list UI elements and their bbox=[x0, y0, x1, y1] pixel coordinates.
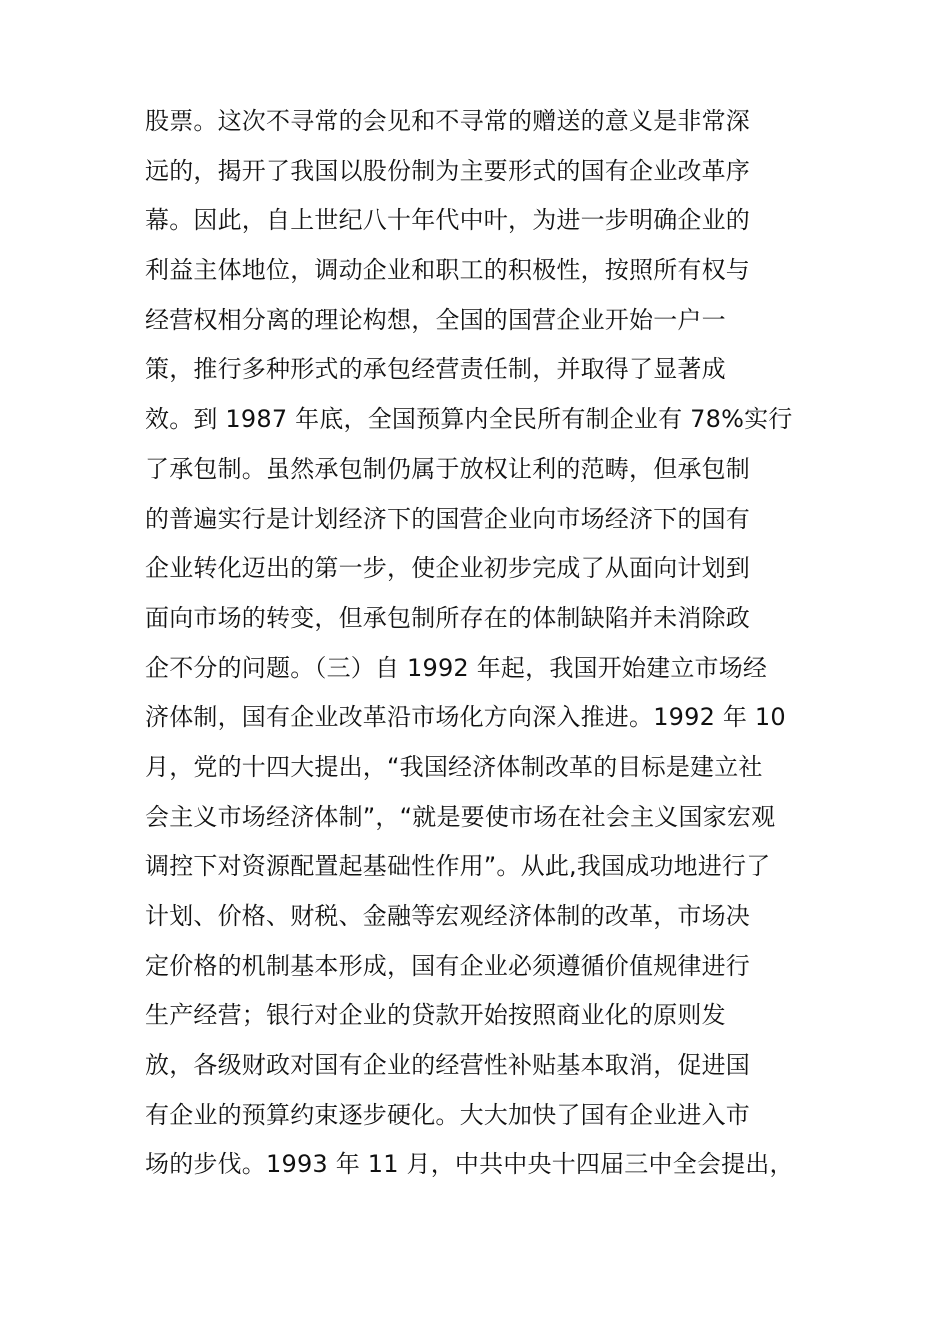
text-line: 放，各级财政对国有企业的经营性补贴基本取消，促进国 bbox=[145, 1051, 750, 1080]
text-line: 效。到 1987 年底，全国预算内全民所有制企业有 78%实行 bbox=[145, 405, 793, 434]
text-line: 经营权相分离的理论构想，全国的国营企业开始一户一 bbox=[145, 305, 726, 334]
text-line: 月，党的十四大提出，“我国经济体制改革的目标是建立社 bbox=[145, 752, 763, 781]
text-line: 企不分的问题。（三）自 1992 年起，我国开始建立市场经 bbox=[145, 653, 768, 682]
text-line: 的普遍实行是计划经济下的国营企业向市场经济下的国有 bbox=[145, 504, 750, 533]
text-line: 定价格的机制基本形成，国有企业必须遵循价值规律进行 bbox=[145, 951, 750, 980]
text-line: 策，推行多种形式的承包经营责任制，并取得了显著成 bbox=[145, 355, 726, 384]
text-line: 生产经营；银行对企业的贷款开始按照商业化的原则发 bbox=[145, 1001, 726, 1030]
text-line: 会主义市场经济体制”，“就是要使市场在社会主义国家宏观 bbox=[145, 802, 776, 831]
text-line: 幕。因此，自上世纪八十年代中叶，为进一步明确企业的 bbox=[145, 206, 750, 235]
text-line: 调控下对资源配置起基础性作用”。从此,我国成功地进行了 bbox=[145, 852, 771, 881]
text-line: 面向市场的转变，但承包制所存在的体制缺陷并未消除政 bbox=[145, 603, 750, 632]
text-line: 有企业的预算约束逐步硬化。大大加快了国有企业进入市 bbox=[145, 1100, 750, 1129]
body-text bbox=[145, 97, 815, 1190]
text-line: 场的步伐。1993 年 11 月，中共中央十四届三中全会提出， bbox=[145, 1150, 794, 1179]
text-line: 企业转化迈出的第一步，使企业初步完成了从面向计划到 bbox=[145, 554, 750, 583]
text-line: 远的，揭开了我国以股份制为主要形式的国有企业改革序 bbox=[145, 156, 750, 185]
text-line: 计划、价格、财税、金融等宏观经济体制的改革，市场决 bbox=[145, 902, 750, 930]
text-line: 了承包制。虽然承包制仍属于放权让利的范畴，但承包制 bbox=[145, 454, 750, 483]
text-line: 济体制，国有企业改革沿市场化方向深入推进。1992 年 10 bbox=[145, 703, 786, 732]
text-line: 股票。这次不寻常的会见和不寻常的赠送的意义是非常深 bbox=[145, 107, 750, 135]
text-line: 利益主体地位，调动企业和职工的积极性，按照所有权与 bbox=[145, 256, 750, 285]
